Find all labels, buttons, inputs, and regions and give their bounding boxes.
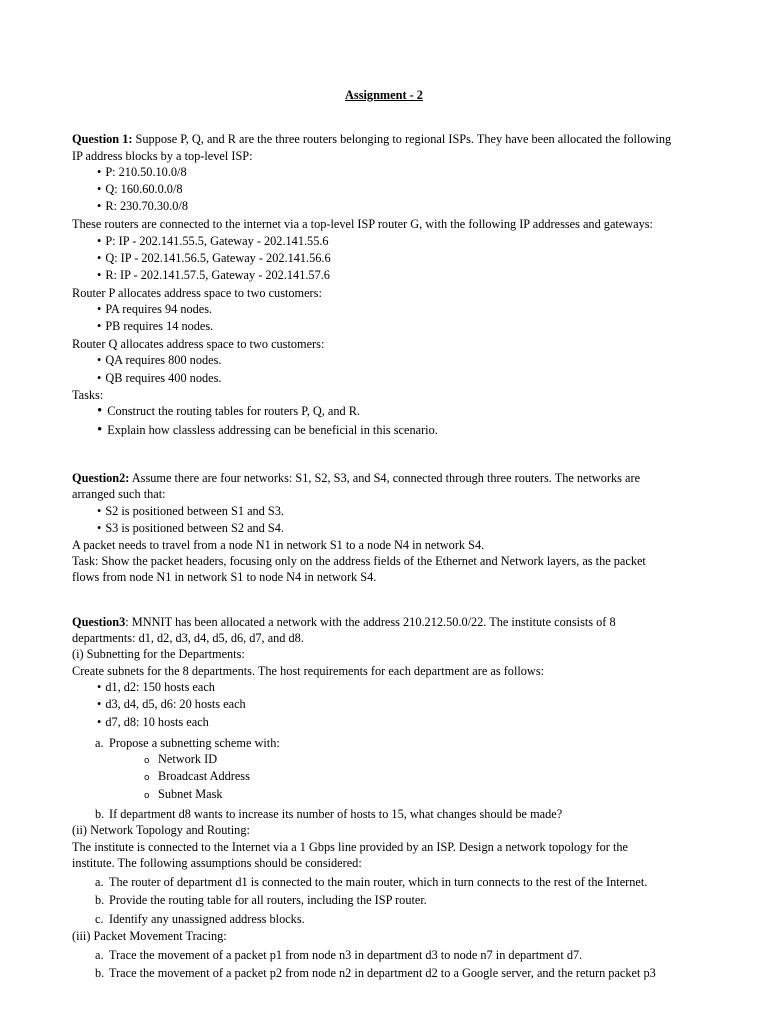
q3-part2-item-c-text: Identify any unassigned address blocks. — [109, 912, 305, 926]
q1-gateway-r: • R: IP - 202.141.57.5, Gateway - 202.141.57.6 — [97, 267, 330, 284]
q3-part2-item-c-marker: c. — [95, 912, 104, 926]
q1-intro-line-2: IP address blocks by a top-level ISP: — [72, 149, 253, 163]
q3-part2-desc-2: institute. The following assumptions should be considered: — [72, 856, 362, 870]
q3-part3-heading: (iii) Packet Movement Tracing: — [72, 929, 227, 943]
q1-block-p: • P: 210.50.10.0/8 — [97, 164, 187, 181]
q1-task-2: • Explain how classless addressing can be beneficial in this scenario. — [97, 422, 438, 439]
q1-customer-qa: • QA requires 800 nodes. — [97, 352, 221, 369]
q3-item-a-marker: a. — [95, 736, 104, 750]
q1-customer-pa: • PA requires 94 nodes. — [97, 301, 212, 318]
q3-item-a — [95, 735, 280, 752]
q1-customer-pb: • PB requires 14 nodes. — [97, 318, 213, 335]
circle-bullet-icon: o — [144, 791, 150, 801]
circle-bullet-icon: o — [144, 773, 150, 783]
q1-q-alloc: Router Q allocates address space to two customers: — [72, 337, 325, 351]
q3-hosts-2: • d3, d4, d5, d6: 20 hosts each — [97, 696, 246, 713]
q2-intro-line-1 — [72, 470, 640, 487]
q3-part2-item-a-text: The router of department d1 is connected to the main router, which in turn connects to the rest of the Internet. — [109, 875, 648, 889]
q3-item-b — [95, 806, 562, 823]
q1-customer-qb: • QB requires 400 nodes. — [97, 370, 221, 387]
q3-intro-line-2: departments: d1, d2, d3, d4, d5, d6, d7, and d8. — [72, 631, 304, 645]
q1-task-1: • Construct the routing tables for routers P, Q, and R. — [97, 403, 360, 420]
q3-label: Question3 — [72, 615, 126, 629]
q2-arrangement-1: • S2 is positioned between S1 and S3. — [97, 503, 284, 520]
q3-item-a-text: Propose a subnetting scheme with: — [109, 736, 280, 750]
q3-scheme-subnet-mask-text: Subnet Mask — [158, 787, 223, 801]
q3-item-b-marker: b. — [95, 807, 105, 821]
q3-part2-item-a-marker: a. — [95, 875, 104, 889]
q1-gateway-p: • P: IP - 202.141.55.5, Gateway - 202.141.55.6 — [97, 233, 329, 250]
q3-intro-line-1 — [72, 614, 616, 631]
q1-intro-line-1 — [72, 131, 671, 148]
q3-part1-desc: Create subnets for the 8 departments. The host requirements for each department are as follows: — [72, 664, 545, 678]
q3-part3-item-b — [95, 965, 656, 982]
q3-part3-item-b-text: Trace the movement of a packet p2 from node n2 in department d2 to a Google server, and the return packet p3 — [109, 966, 656, 980]
q3-part2-item-c — [95, 911, 305, 928]
q2-intro-text: Assume there are four networks: S1, S2, S3, and S4, connected through three routers. The networks are — [129, 471, 641, 485]
q2-task-line-2: flows from node N1 in network S1 to node N4 in network S4. — [72, 570, 377, 584]
q3-part2-desc-1: The institute is connected to the Internet via a 1 Gbps line provided by an ISP. Design a network topology for the — [72, 840, 628, 854]
q3-part2-item-a — [95, 874, 647, 891]
q3-item-b-text: If department d8 wants to increase its number of hosts to 15, what changes should be made? — [109, 807, 563, 821]
q3-scheme-broadcast-text: Broadcast Address — [158, 769, 250, 783]
q2-intro-line-2: arranged such that: — [72, 487, 166, 501]
q2-task-line-1: Task: Show the packet headers, focusing only on the address fields of the Ethernet and Network layers, as the packet — [72, 554, 646, 568]
q2-packet-text: A packet needs to travel from a node N1 in network S1 to a node N4 in network S4. — [72, 538, 485, 552]
q3-part2-item-b-marker: b. — [95, 893, 105, 907]
q3-hosts-1: • d1, d2: 150 hosts each — [97, 679, 215, 696]
q1-intro-text: Suppose P, Q, and R are the three routers belonging to regional ISPs. They have been allocated the following — [132, 132, 672, 146]
q2-label: Question2: — [72, 471, 130, 485]
q1-gateway-q: • Q: IP - 202.141.56.5, Gateway - 202.141.56.6 — [97, 250, 331, 267]
q3-intro-text: : MNNIT has been allocated a network with the address 210.212.50.0/22. The institute consists of 8 — [125, 615, 616, 629]
q1-p-alloc: Router P allocates address space to two customers: — [72, 286, 322, 300]
q3-part3-item-a-marker: a. — [95, 948, 104, 962]
q3-part3-item-a-text: Trace the movement of a packet p1 from node n3 in department d3 to node n7 in department d7. — [109, 948, 583, 962]
q1-label: Question 1: — [72, 132, 133, 146]
q3-part2-item-b — [95, 892, 427, 909]
q3-scheme-subnet-mask — [144, 786, 223, 805]
q2-arrangement-2: • S3 is positioned between S2 and S4. — [97, 520, 284, 537]
q3-part2-heading: (ii) Network Topology and Routing: — [72, 823, 250, 837]
q3-part2-item-b-text: Provide the routing table for all routers, including the ISP router. — [109, 893, 427, 907]
page-title: Assignment - 2 — [345, 88, 423, 102]
q1-tasks-label: Tasks: — [72, 388, 104, 402]
q3-hosts-3: • d7, d8: 10 hosts each — [97, 714, 209, 731]
q3-part3-item-b-marker: b. — [95, 966, 105, 980]
circle-bullet-icon: o — [144, 756, 150, 766]
q1-block-r: • R: 230.70.30.0/8 — [97, 198, 188, 215]
q3-scheme-broadcast — [144, 768, 250, 787]
q1-connect-text: These routers are connected to the internet via a top-level ISP router G, with the following IP addresses and gateways: — [72, 217, 653, 231]
q1-block-q: • Q: 160.60.0.0/8 — [97, 181, 183, 198]
q3-part3-item-a — [95, 947, 582, 964]
q3-scheme-network-id-text: Network ID — [158, 752, 218, 766]
q3-part1-heading: (i) Subnetting for the Departments: — [72, 647, 245, 661]
